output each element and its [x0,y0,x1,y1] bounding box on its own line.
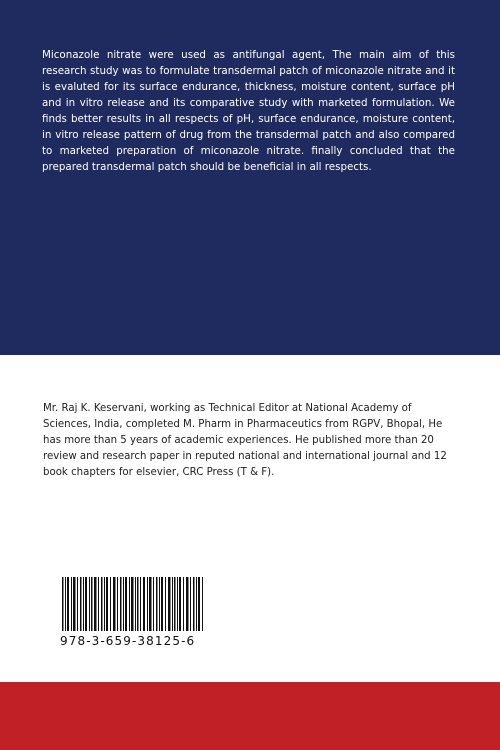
abstract-text: Miconazole nitrate were used as antifungal agent, The main aim of this research study was to formulate transdermal patch of miconazole nitrate and it is evaluted for its surface endurance, thickness, moisture content, surface pH and in vitro release and its comparative study with marketed formulation. We finds better results in all respects of pH, surface endurance, moisture content, in vitro release pattern of drug from the transdermal patch and also compared to marketed preparation of miconazole nitrate. finally concluded that the prepared transdermal patch should be beneficial in all respects. [42,49,455,173]
top-abstract-panel [0,0,500,355]
barcode-area [42,576,207,648]
author-bio-text: Mr. Raj K. Keservani, working as Technical Editor at National Academy of Sciences, India, completed M. Pharm in Pharmaceutics from RGPV, Bhopal, He has more than 5 years of academic experiences. He published more than 20 review and research paper in reputed national and international journal and 12 book chapters for elsevier, CRC Press (T & F). [43,403,447,478]
barcode-icon [60,577,207,631]
isbn-number: 978-3-659-38125-6 [60,634,196,648]
bottom-color-band [0,682,500,750]
author-info-panel [0,355,500,682]
